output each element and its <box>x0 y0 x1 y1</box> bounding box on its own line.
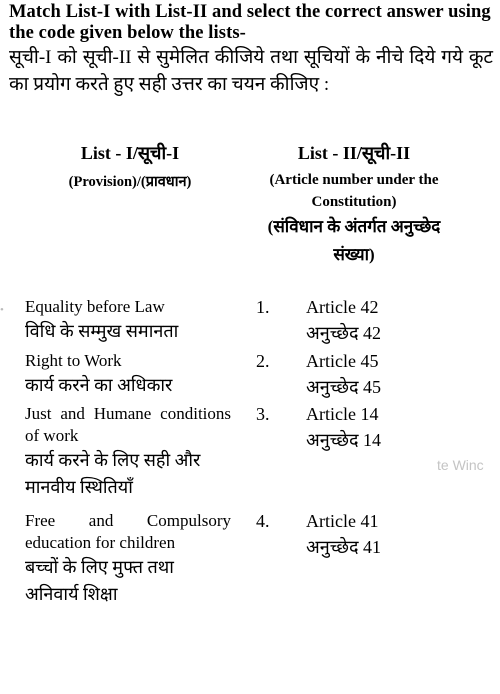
provision-hindi: बच्चों के लिए मुफ्त तथा अनिवार्य शिक्षा <box>25 557 174 604</box>
provision-english: Equality before Law <box>25 297 165 316</box>
article-cell <box>306 403 381 455</box>
article-hindi: अनुच्छेद 45 <box>306 377 382 397</box>
provision-hindi: कार्य करने के लिए सही और मानवीय स्थितियाँ <box>25 450 201 497</box>
provision-english: Just and Humane conditions of work <box>25 404 231 445</box>
article-cell <box>306 350 381 402</box>
provision-cell <box>25 350 231 399</box>
provision-english: Right to Work <box>25 351 122 370</box>
item-number: 1. <box>256 297 270 317</box>
activation-watermark: te Winc <box>437 457 484 473</box>
provision-cell <box>25 510 231 608</box>
item-number: 4. <box>256 511 270 531</box>
list1-subtitle: (Provision)/(प्रावधान) <box>68 174 192 190</box>
article-cell <box>306 296 381 348</box>
provision-cell <box>25 403 231 501</box>
article-hindi: अनुच्छेद 42 <box>306 323 382 343</box>
list2-subtitle-english: (Article number under the Constitution) <box>269 172 439 210</box>
question-english: Match List-I with List-II and select the correct answer using the code given below the lists- <box>9 2 491 43</box>
article-english: Article 42 <box>306 297 379 317</box>
list1-title: List - I/सूची-I <box>80 143 180 163</box>
article-english: Article 14 <box>306 404 379 424</box>
list1-header <box>0 141 260 193</box>
article-english: Article 45 <box>306 351 379 371</box>
question-hindi: सूची-I को सूची-II से सुमेलित कीजिये तथा सूचियों के नीचे दिये गये कूट का प्रयोग करते हुए सही उत्तर का चयन कीजिए : <box>9 47 493 95</box>
question-text <box>9 2 493 98</box>
bullet-marker: • <box>0 304 4 316</box>
list2-header <box>250 141 458 269</box>
article-english: Article 41 <box>306 511 379 531</box>
article-hindi: अनुच्छेद 14 <box>306 430 382 450</box>
article-cell <box>306 510 381 562</box>
item-number: 3. <box>256 404 270 424</box>
list2-title: List - II/सूची-II <box>297 143 411 163</box>
provision-hindi: विधि के सम्मुख समानता <box>25 321 179 341</box>
provision-english: Free and Compulsory education for children <box>25 511 231 552</box>
item-number: 2. <box>256 351 270 371</box>
article-hindi: अनुच्छेद 41 <box>306 537 382 557</box>
provision-hindi: कार्य करने का अधिकार <box>25 375 173 395</box>
provision-cell <box>25 296 231 345</box>
list2-subtitle-hindi: (संविधान के अंतर्गत अनुच्छेद संख्या) <box>267 217 441 264</box>
